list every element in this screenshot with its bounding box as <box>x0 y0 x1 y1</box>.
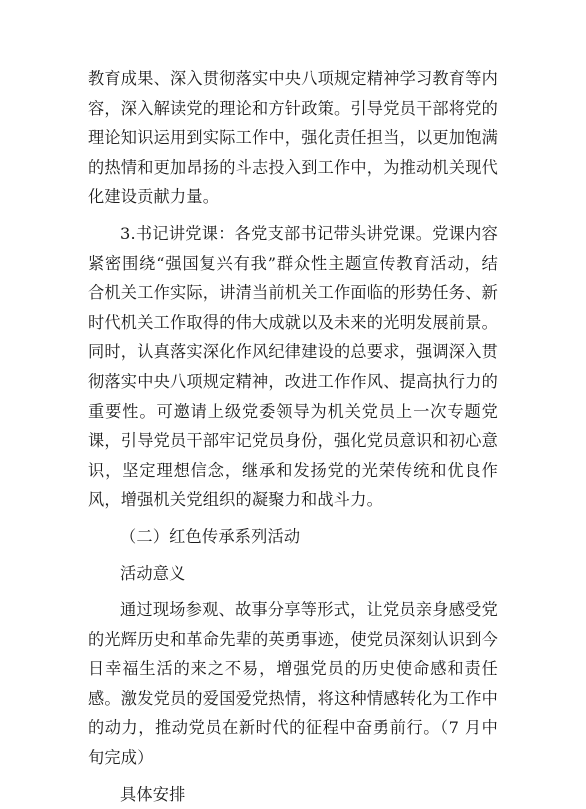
subheading-specific-arrangements: 具体安排 <box>120 784 186 804</box>
subheading-activity-significance: 活动意义 <box>120 563 186 583</box>
paragraph-activity-significance: 通过现场参观、故事分享等形式，让党员亲身感受党的光辉历史和革命先辈的英勇事迹，使党员深刻认识到今日幸福生活的来之不易，增强党员的历史使命感和责任感。激发党员的爱国爱党热情，将这种情感转化为工作中的动力，推动党员在新时代的征程中奋勇前行。（7 月中旬完成） <box>88 600 498 768</box>
paragraph-gap <box>88 515 498 522</box>
paragraph-gap <box>88 552 498 559</box>
paragraph-secretary-party-lecture: 3.书记讲党课：各党支部书记带头讲党课。党课内容紧密围绕“强国复兴有我”群众性主题宣传教育活动，结合机关工作实际，讲清当前机关工作面临的形势任务、新时代机关工作取得的伟大成就以及未来的光明发展前景。同时，认真落实深化作风纪律建设的总要求，强调深入贯彻落实中央八项规定精神，改进工作作风、提高执行力的重要性。可邀请上级党委领导为机关党员上一次专题党课，引导党员干部牢记党员身份，强化党员意识和初心意识，坚定理想信念，继承和发扬党的光荣传统和优良作风，增强机关党组织的凝聚力和战斗力。 <box>88 223 498 510</box>
paragraph-gap <box>88 773 498 780</box>
section-heading-red-heritage: （二）红色传承系列活动 <box>120 526 301 546</box>
document-body <box>88 64 498 809</box>
paragraph-education-results: 教育成果、深入贯彻落实中央八项规定精神学习教育等内容，深入解读党的理论和方针政策。引导党员干部将党的理论知识运用到实际工作中，强化责任担当，以更加饱满的热情和更加昂扬的斗志投入到工作中，为推动机关现代化建设贡献力量。 <box>88 69 498 207</box>
paragraph-gap <box>88 588 498 595</box>
paragraph-gap <box>88 212 498 219</box>
